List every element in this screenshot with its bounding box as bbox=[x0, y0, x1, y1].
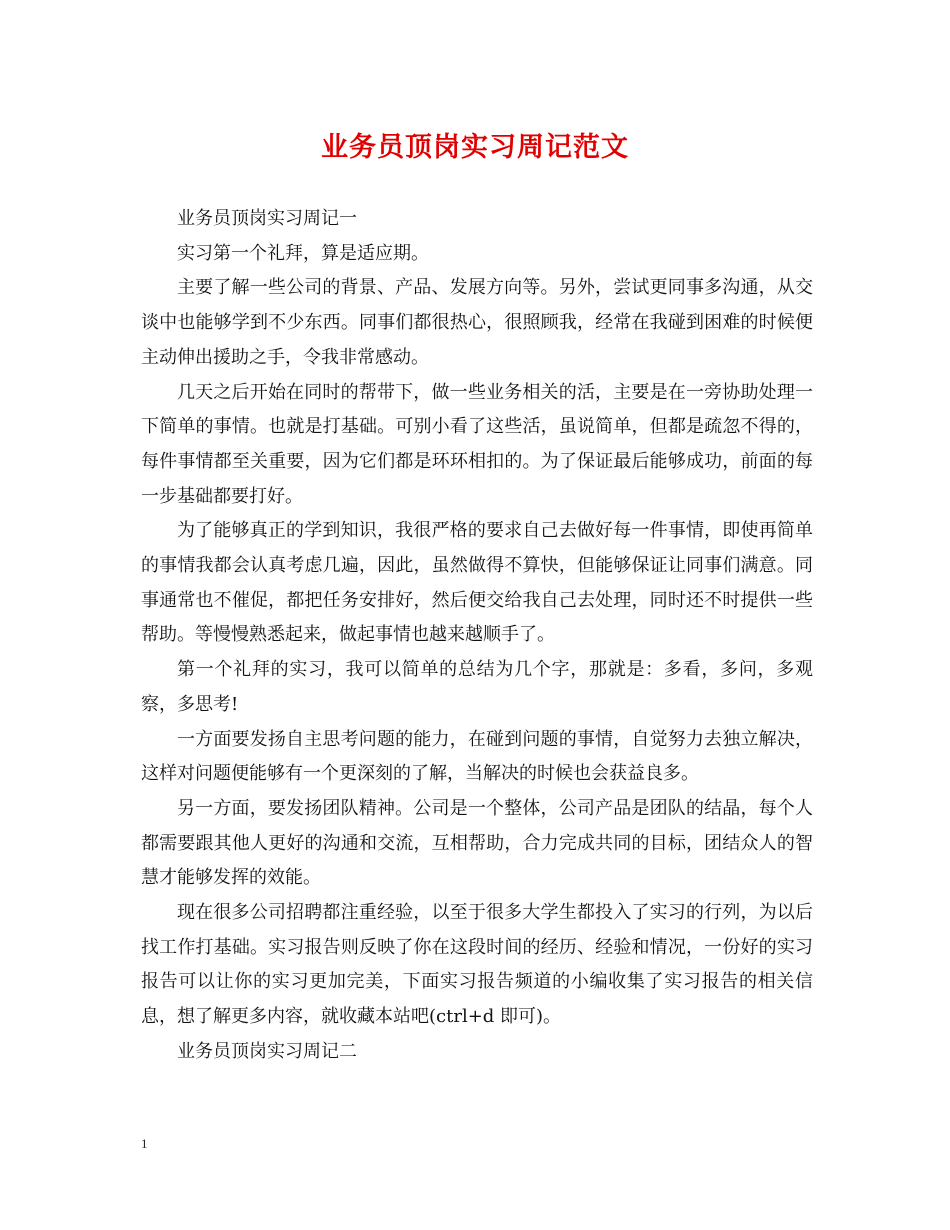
page-number: 1 bbox=[141, 1136, 148, 1151]
paragraph: 几天之后开始在同时的帮带下，做一些业务相关的活，主要是在一旁协助处理一下简单的事情。也就是打基础。可别小看了这些活，虽说简单，但都是疏忽不得的，每件事情都至关重要，因为它们都是环环相扣的。为了保证最后能够成功，前面的每一步基础都要打好。 bbox=[141, 381, 813, 507]
document-title: 业务员顶岗实习周记范文 bbox=[321, 132, 629, 163]
paragraph: 主要了解一些公司的背景、产品、发展方向等。另外，尝试更同事多沟通，从交谈中也能够学到不少东西。同事们都很热心，很照顾我，经常在我碰到困难的时候便主动伸出援助之手，令我非常感动。 bbox=[141, 277, 813, 368]
section-heading-week-two: 业务员顶岗实习周记二 bbox=[177, 1040, 357, 1062]
paragraph: 实习第一个礼拜，算是适应期。 bbox=[177, 242, 429, 264]
paragraph: 第一个礼拜的实习，我可以简单的总结为几个字，那就是：多看，多问，多观察，多思考! bbox=[141, 659, 813, 715]
paragraph: 为了能够真正的学到知识，我很严格的要求自己去做好每一件事情，即使再简单的事情我都会认真考虑几遍，因此，虽然做得不算快，但能够保证让同事们满意。同事通常也不催促，都把任务安排好，然后便交给我自己去处理，同时还不时提供一些帮助。等慢慢熟悉起来，做起事情也越来越顺手了。 bbox=[141, 520, 813, 646]
paragraph: 另一方面，要发扬团队精神。公司是一个整体，公司产品是团队的结晶，每个人都需要跟其他人更好的沟通和交流，互相帮助，合力完成共同的目标，团结众人的智慧才能够发挥的效能。 bbox=[141, 797, 813, 889]
paragraph: 现在很多公司招聘都注重经验，以至于很多大学生都投入了实习的行列，为以后找工作打基础。实习报告则反映了你在这段时间的经历、经验和情况，一份好的实习报告可以让你的实习更加完美，下面实习报告频道的小编收集了实习报告的相关信息，想了解更多内容，就收藏本站吧(ctrl+d 即可)。 bbox=[141, 902, 813, 1028]
document-body bbox=[141, 202, 813, 1070]
section-heading-week-one: 业务员顶岗实习周记一 bbox=[177, 208, 357, 229]
paragraph: 一方面要发扬自主思考问题的能力，在碰到问题的事情，自觉努力去独立解决，这样对问题便能够有一个更深刻的了解，当解决的时候也会获益良多。 bbox=[141, 728, 813, 785]
